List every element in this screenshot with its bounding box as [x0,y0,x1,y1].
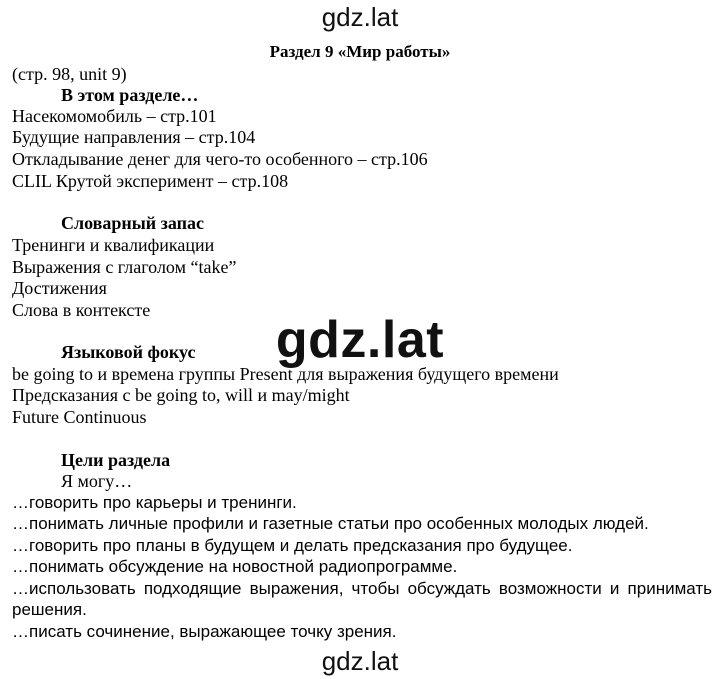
in-section-item: CLIL Крутой эксперимент – стр.108 [12,171,289,191]
source-reference: (стр. 98, unit 9) [12,64,127,84]
in-section-heading: В этом разделе… [61,85,199,105]
language-focus-item: be going to и времена группы Present для выражения будущего времени [12,364,559,384]
in-section-item: Насекомомобиль – стр.101 [12,106,217,126]
goal-item: …говорить про планы в будущем и делать предсказания про будущее. [12,536,573,555]
watermark-middle: gdz.lat [275,311,445,369]
goal-item: …понимать обсуждение на новостной радиопрограмме. [12,557,458,576]
goals-intro: Я могу… [61,471,133,491]
vocabulary-heading: Словарный запас [61,213,205,233]
goal-item: …говорить про карьеры и тренинги. [12,493,297,512]
goals-heading: Цели раздела [61,450,171,470]
section-title: Раздел 9 «Мир работы» [269,42,451,61]
goal-item: …понимать личные профили и газетные статьи про особенных молодых людей. [12,514,649,533]
goal-item: …использовать подходящие выражения, чтобы обсуждать возможности и принимать решения. [12,579,712,619]
watermark-bottom: gdz.lat [321,646,399,676]
goal-item: …писать сочинение, выражающее точку зрения. [12,622,397,641]
vocabulary-item: Достижения [12,278,107,298]
vocabulary-item: Тренинги и квалификации [12,235,215,255]
language-focus-item: Future Continuous [12,407,147,427]
vocabulary-item: Слова в контексте [12,300,151,320]
watermark-top: gdz.lat [321,2,399,32]
in-section-item: Будущие направления – стр.104 [12,127,256,147]
vocabulary-item: Выражения с глаголом “take” [12,257,237,277]
language-focus-item: Предсказания с be going to, will и may/might [12,385,350,405]
in-section-item: Откладывание денег для чего-то особенного – стр.106 [12,149,428,169]
language-focus-heading: Языковой фокус [61,342,196,362]
